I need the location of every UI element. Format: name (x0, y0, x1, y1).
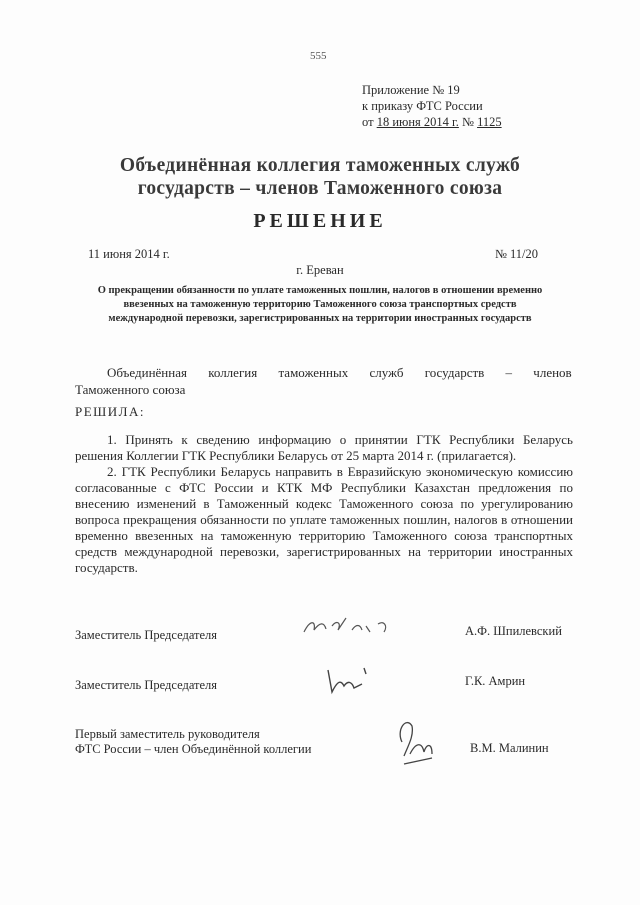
signatory-3-role-line1: Первый заместитель руководителя (75, 727, 260, 741)
page-number: 555 (310, 50, 327, 62)
intro-line2: Таможенного союза (75, 382, 186, 397)
signatory-2-name: Г.К. Амрин (465, 674, 526, 688)
intro-line1: Объединённая коллегия таможенных служб государств – членов (107, 365, 572, 380)
appendix-number-label: № (462, 115, 474, 129)
signature-1-handwriting (300, 612, 395, 642)
signature-2-handwriting (322, 664, 372, 700)
resolved-label: РЕШИЛА: (75, 404, 145, 419)
appendix-date: 18 июня 2014 г. (376, 115, 459, 129)
decision-heading: РЕШЕНИЕ (253, 210, 387, 232)
signatory-2-role: Заместитель Председателя (75, 678, 218, 692)
signature-3-handwriting (392, 712, 442, 770)
title-line2: государств – членов Таможенного союза (137, 178, 503, 199)
decision-subject: О прекращении обязанности по уплате таможенных пошлин, налогов в отношении временно ввезенных на таможенную территорию Таможенного союза транспортных средств международной перевозки, зарегистрированных на территории иностранных государств (97, 285, 543, 324)
appendix-from-label: от (362, 115, 374, 129)
appendix-line3 (362, 114, 502, 130)
appendix-number: 1125 (477, 115, 502, 129)
title-line1: Объединённая коллегия таможенных служб (119, 155, 521, 176)
signatory-3-role-line2: ФТС России – член Объединённой коллегии (75, 742, 312, 756)
signatory-1-role: Заместитель Председателя (75, 628, 218, 642)
decision-item-1: 1. Принять к сведению информацию о принятии ГТК Республики Беларусь решения Коллегии ГТК Республики Беларусь от 25 марта 2014 г. (прилагается). (75, 432, 573, 463)
appendix-line2: к приказу ФТС России (362, 99, 483, 113)
decision-items (75, 432, 573, 576)
signatory-1-name: А.Ф. Шпилевский (465, 624, 562, 638)
decision-date: 11 июня 2014 г. (88, 247, 170, 261)
decision-number: № 11/20 (494, 247, 538, 261)
appendix-block (362, 82, 502, 130)
signatory-3-name: В.М. Малинин (470, 741, 549, 755)
decision-item-2: 2. ГТК Республики Беларусь направить в Евразийскую экономическую комиссию согласованные с ФТС России и КТК МФ Республики Казахстан предложения по внесению изменений в Таможенный кодекс Таможенного союза по урегулированию вопроса прекращения обязанности по уплате таможенных пошлин, налогов в отношении временно ввезенных на таможенную территорию Таможенного союза транспортных средств международной перевозки, зарегистрированных на территории иностранных государств. (75, 464, 573, 575)
decision-city: г. Ереван (296, 263, 344, 277)
appendix-line1: Приложение № 19 (362, 83, 460, 97)
